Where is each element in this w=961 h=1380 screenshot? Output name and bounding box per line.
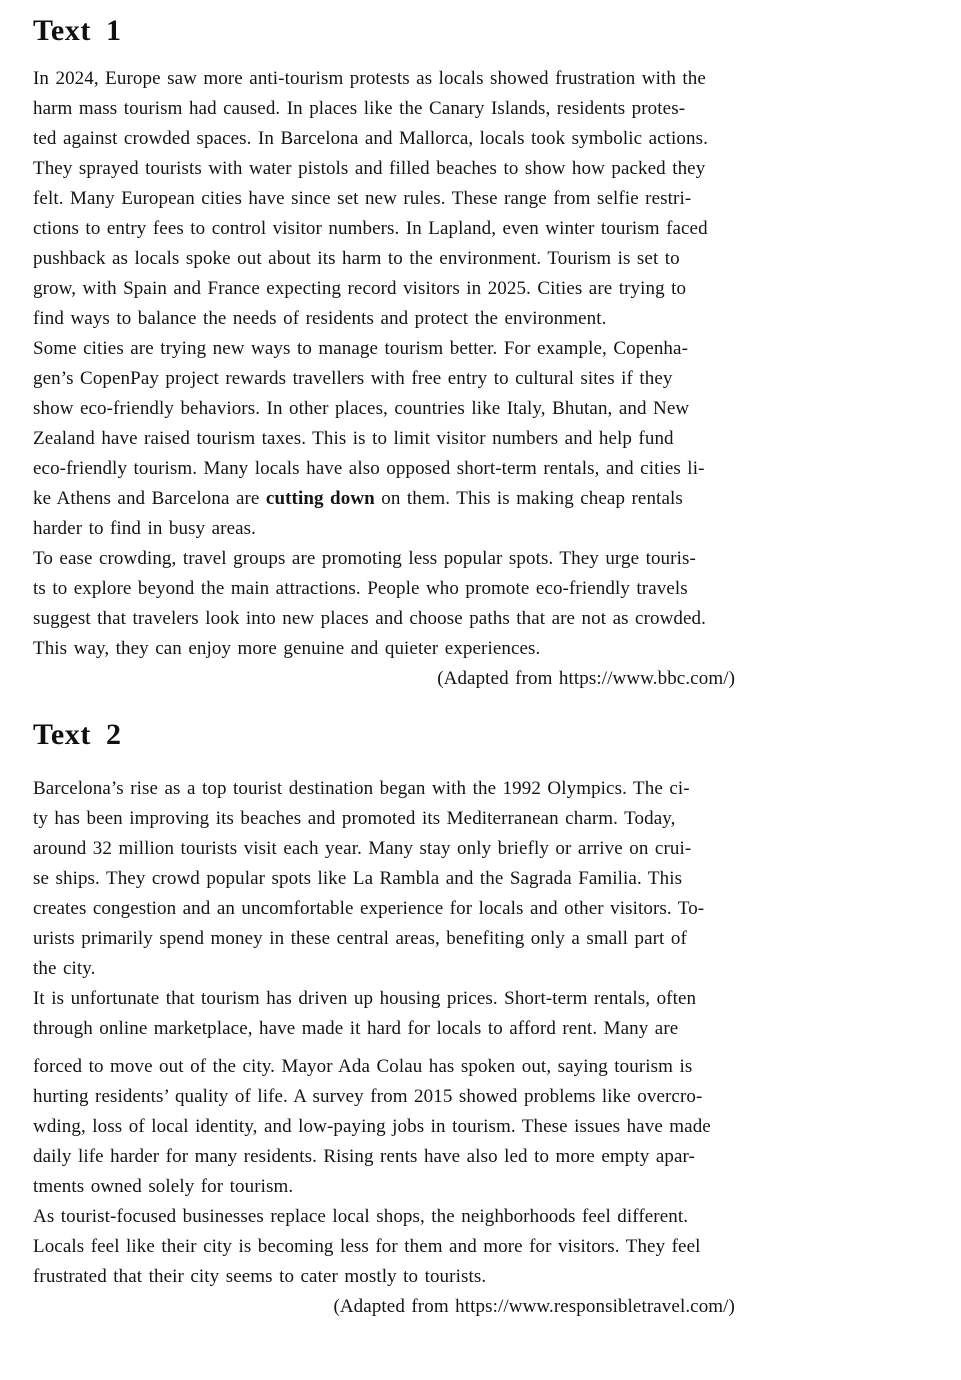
text1-section: [33, 14, 745, 694]
text2-paragraph-1: Barcelona’s rise as a top tourist destination began with the 1992 Olympics. The ci- ty has been improving its beaches and promoted its Mediterranean charm. Today, around 32 million tourists visit each year. Many stay only briefly or arrive on crui- se ships. They crowd popular spots like La Rambla and the Sagrada Familia. This creates congestion and an uncomfortable experience for locals and other visitors. To- urists primarily spend money in these central areas, benefiting only a small part of the city.: [33, 778, 705, 979]
text2-paragraph-3: As tourist-focused businesses replace local shops, the neighborhoods feel different. Locals feel like their city is becoming less for them and more for visitors. They feel frustrated that their city seems to cater mostly to tourists.: [33, 1206, 701, 1287]
text1-paragraph-3: To ease crowding, travel groups are promoting less popular spots. They urge touris- ts to explore beyond the main attractions. People who promote eco-friendly travels suggest that travelers look into new places and choose paths that are not as crowded. This way, they can enjoy more genuine and quieter experiences.: [33, 548, 707, 659]
text2-attribution: (Adapted from https://www.responsibletravel.com/): [333, 1296, 735, 1317]
text1-paragraph-1: In 2024, Europe saw more anti-tourism protests as locals showed frustration with the harm mass tourism had caused. In places like the Canary Islands, residents protes- ted against crowded spaces. In Barcelona and Mallorca, locals took symbolic actions. They sprayed tourists with water pistols and filled beaches to show how packed they felt. Many European cities have since set new rules. These range from selfie restri- ctions to entry fees to control visitor numbers. In Lapland, even winter tourism faced pushback as locals spoke out about its harm to the environment. Tourism is set to grow, with Spain and France expecting record visitors in 2025. Cities are trying to find ways to balance the needs of residents and protect the environment.: [33, 68, 708, 329]
text2-heading: Text 2: [33, 718, 122, 751]
text1-paragraph-2: Some cities are trying new ways to manage tourism better. For example, Copenha- gen’s CopenPay project rewards travellers with free entry to cultural sites if they show eco-friendly behaviors. In other places, countries like Italy, Bhutan, and New Zealand have raised tourism taxes. This is to limit visitor numbers and help fund eco-friendly tourism. Many locals have also opposed short-term rentals, and cities li- ke Athens and Barcelona are cutting down on them. This is making cheap rentals harder to find in busy areas.: [33, 338, 705, 539]
text2-paragraph-2b: forced to move out of the city. Mayor Ada Colau has spoken out, saying tourism is hurting residents’ quality of life. A survey from 2015 showed problems like overcro- wding, loss of local identity, and low-paying jobs in tourism. These issues have made daily life harder for many residents. Rising rents have also led to more empty apar- tments owned solely for tourism.: [33, 1056, 711, 1197]
text1-heading: Text 1: [33, 14, 122, 47]
text1-attribution: (Adapted from https://www.bbc.com/): [437, 668, 735, 689]
text2-section: [33, 718, 745, 1322]
text2-paragraph-2a: It is unfortunate that tourism has driven up housing prices. Short-term rentals, often through online marketplace, have made it hard for locals to afford rent. Many are: [33, 988, 697, 1039]
